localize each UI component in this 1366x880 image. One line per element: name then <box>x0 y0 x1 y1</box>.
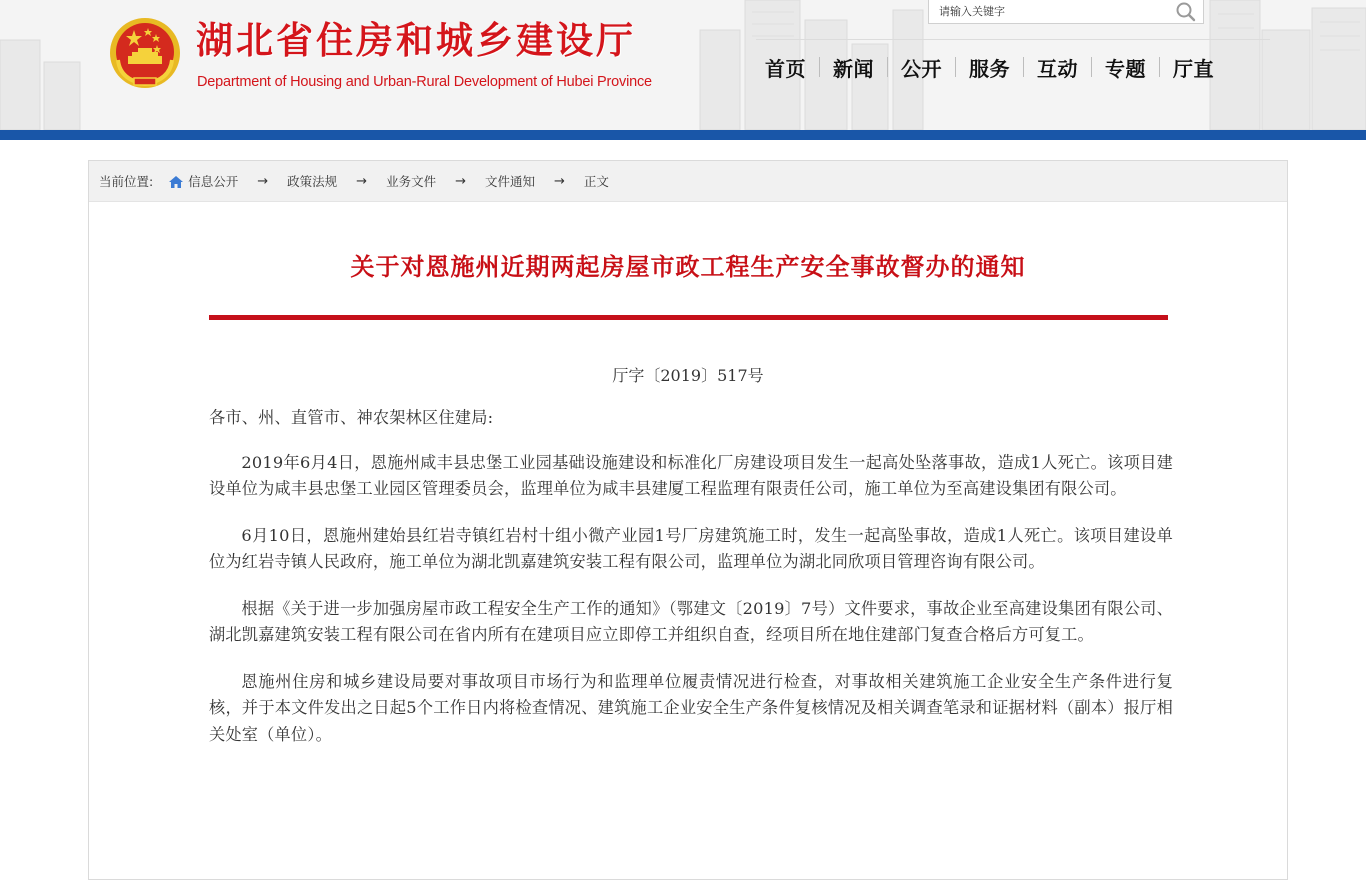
home-icon <box>169 176 183 188</box>
breadcrumb-separator: → <box>257 173 269 189</box>
header-divider <box>756 39 1270 40</box>
breadcrumb-separator: → <box>356 173 368 189</box>
article-title: 关于对恩施州近期两起房屋市政工程生产安全事故督办的通知 <box>350 252 1026 281</box>
article-paragraph: 根据《关于进一步加强房屋市政工程安全生产工作的通知》（鄂建文〔2019〕7号）文件要求，事故企业至高建设集团有限公司、湖北凯嘉建筑安装工程有限公司在省内所有在建项目应立即停工并组织自查，经项目所在地住建部门复查合格后方可复工。 <box>209 598 1173 644</box>
nav-topics[interactable]: 专题 <box>1105 56 1146 81</box>
site-title[interactable]: 湖北省住房和城乡建设厅 <box>196 18 636 62</box>
article-body <box>209 405 1173 768</box>
header-blue-bar <box>0 130 1366 140</box>
nav-affiliated[interactable]: 厅直 <box>1173 56 1214 81</box>
breadcrumb-lead: 当前位置: <box>99 174 154 189</box>
article-paragraph: 恩施州住房和城乡建设局要对事故项目市场行为和监理单位履责情况进行检查，对事故相关建筑施工企业安全生产条件进行复核，并于本文件发出之日起5个工作日内将检查情况、建筑施工企业安全生产条件复核情况及相关调查笔录和证据材料（副本）报厅相关处室（单位）。 <box>209 671 1173 744</box>
article-paragraph: 2019年6月4日，恩施州咸丰县忠堡工业园基础设施建设和标准化厂房建设项目发生一起高处坠落事故，造成1人死亡。该项目建设单位为咸丰县忠堡工业园区管理委员会，监理单位为咸丰县建厦工程监理有限责任公司，施工单位为至高建设集团有限公司。 <box>209 452 1173 498</box>
national-emblem-icon <box>108 16 182 90</box>
nav-services[interactable]: 服务 <box>969 56 1010 81</box>
content-panel <box>88 160 1288 880</box>
search-input[interactable] <box>929 0 1169 22</box>
nav-open-info[interactable]: 公开 <box>901 56 942 81</box>
breadcrumb-item-current: 正文 <box>583 174 609 189</box>
main-nav <box>752 50 1227 84</box>
site-header <box>0 0 1366 130</box>
breadcrumb-separator: → <box>554 173 565 189</box>
article-salutation: 各市、州、直管市、神农架林区住建局: <box>209 408 494 427</box>
breadcrumb-item-policy[interactable]: 政策法规 <box>287 174 338 189</box>
nav-news[interactable]: 新闻 <box>833 56 874 81</box>
document-number: 厅字〔2019〕517号 <box>612 366 764 385</box>
breadcrumb-item-notices[interactable]: 文件通知 <box>484 174 535 189</box>
site-subtitle: Department of Housing and Urban-Rural Development of Hubei Province <box>197 74 652 90</box>
breadcrumb-item-business-docs[interactable]: 业务文件 <box>386 174 437 189</box>
breadcrumb-separator: → <box>455 173 466 189</box>
search-icon[interactable] <box>1175 1 1197 22</box>
nav-home[interactable]: 首页 <box>765 56 806 81</box>
article-paragraph: 6月10日，恩施州建始县红岩寺镇红岩村十组小微产业园1号厂房建筑施工时，发生一起高坠事故，造成1人死亡。该项目建设单位为红岩寺镇人民政府，施工单位为湖北凯嘉建筑安装工程有限公司，监理单位为湖北同欣项目管理咨询有限公司。 <box>209 525 1173 571</box>
search-box <box>928 0 1204 24</box>
breadcrumb-item-info-open[interactable]: 信息公开 <box>188 174 239 189</box>
nav-interaction[interactable]: 互动 <box>1037 56 1078 81</box>
title-divider <box>209 315 1168 320</box>
breadcrumb <box>89 161 1287 202</box>
